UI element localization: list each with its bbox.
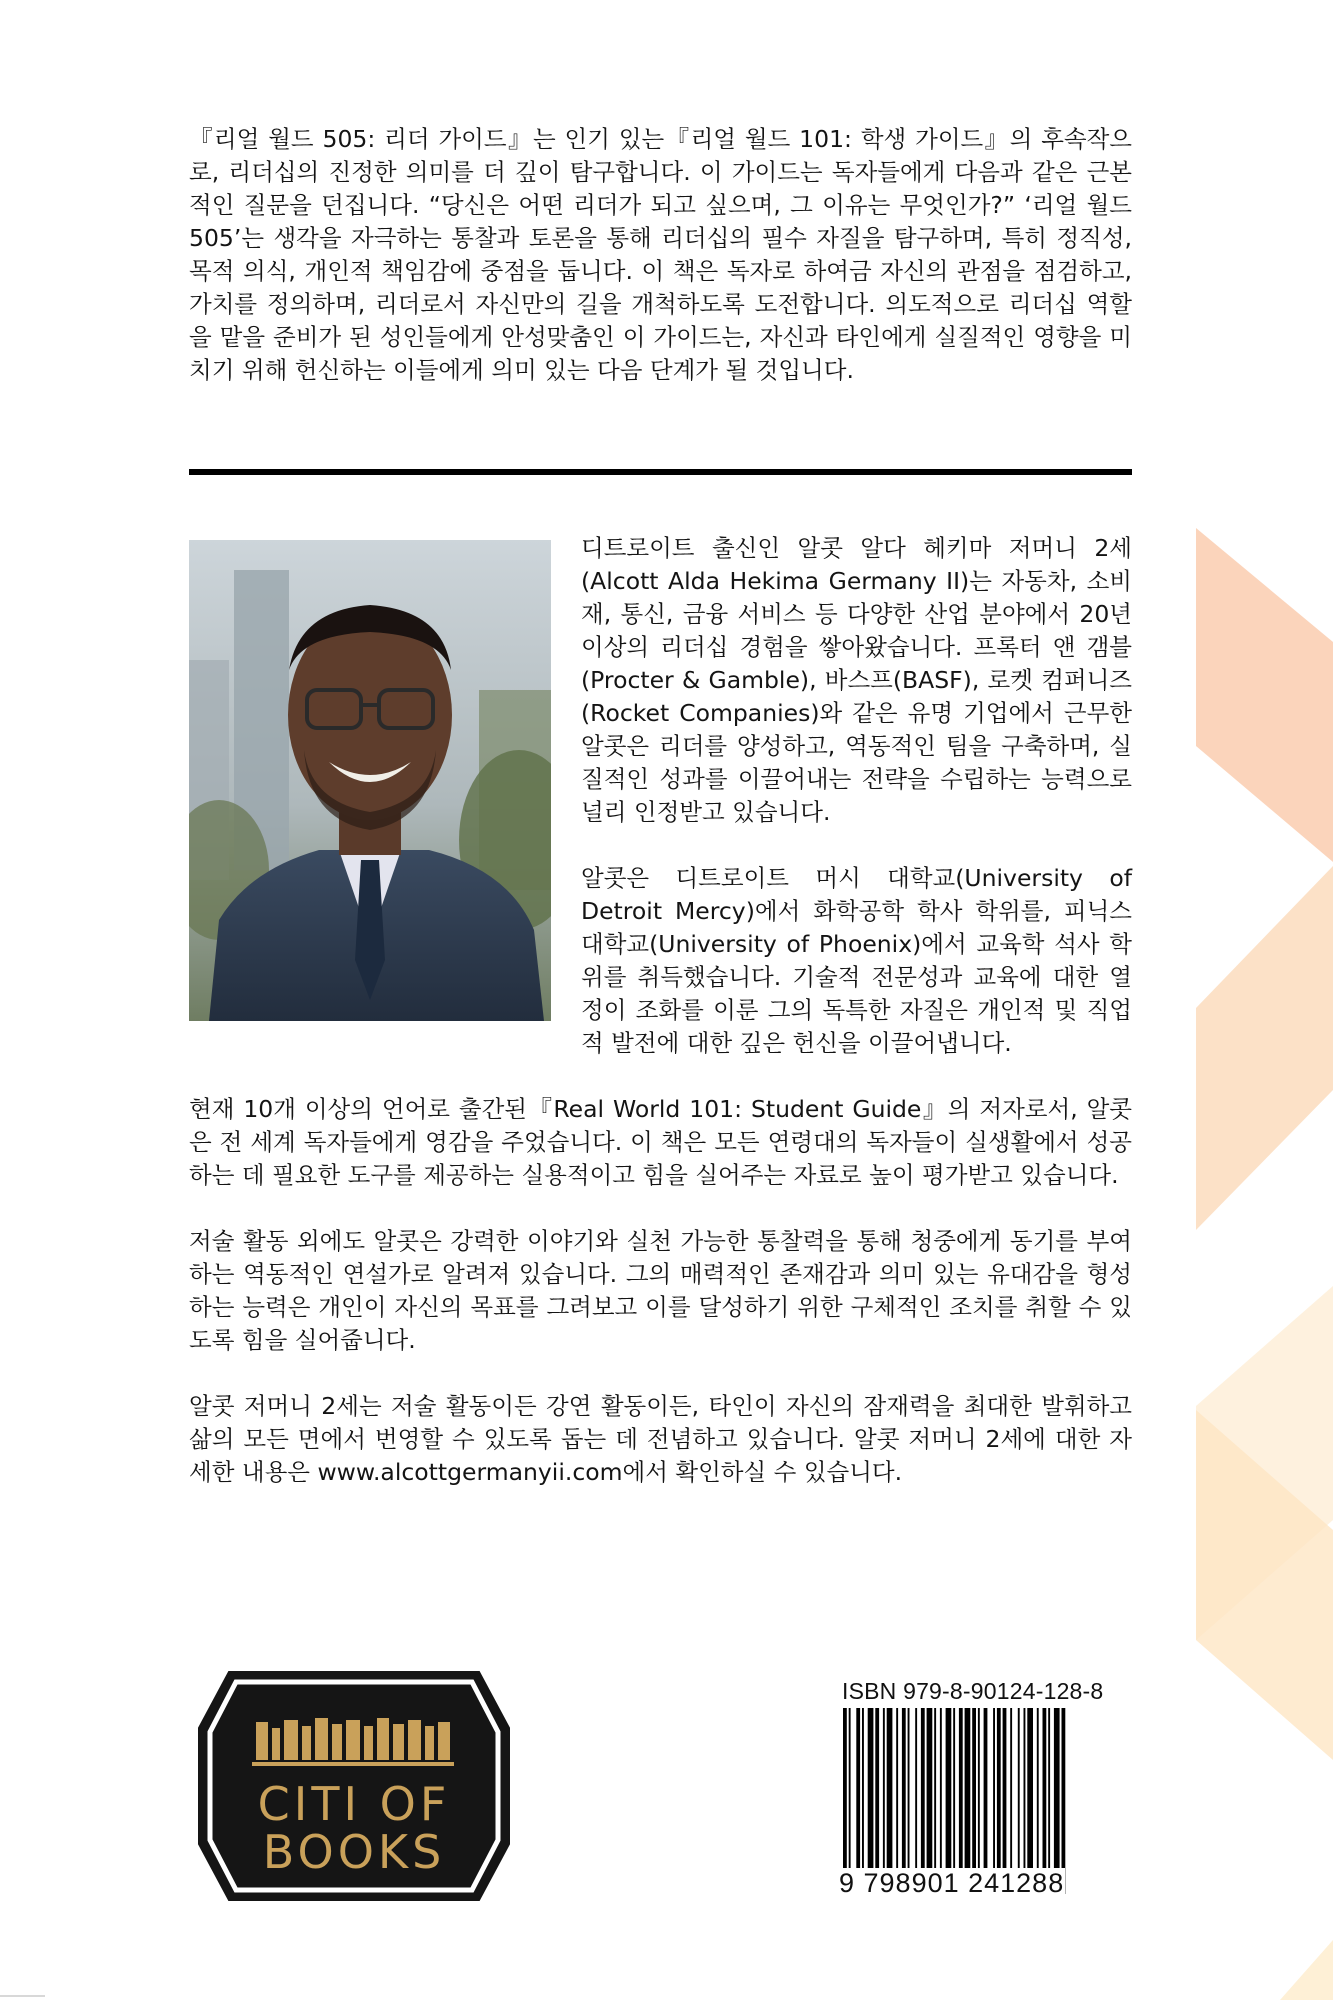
divider-rule xyxy=(189,469,1132,475)
isbn-label: ISBN 979-8-90124-128-8 xyxy=(842,1678,1104,1704)
barcode-bar xyxy=(997,1708,1001,1868)
author-bio xyxy=(189,532,1132,1522)
barcode-bar xyxy=(953,1708,955,1894)
barcode-bar xyxy=(856,1708,860,1868)
bio-paragraph-4: 저술 활동 외에도 알콧은 강력한 이야기와 실천 가능한 통찰력을 통해 청중에게 동기를 부여하는 역동적인 연설가로 알려져 있습니다. 그의 매력적인 존재감과 의미 있는 유대감을 형성하는 능력은 개인이 자신의 목표를 그려보고 이를 달성하기 위한 구체적인 조치를 취할 수 있도록 힘을 실어줍니다. xyxy=(189,1227,1132,1354)
portrait-illustration xyxy=(189,540,551,1021)
bio-paragraph-5: 알콧 저머니 2세는 저술 활동이든 강연 활동이든, 타인이 자신의 잠재력을 최대한 발휘하고 삶의 모든 면에서 번영할 수 있도록 돕는 데 전념하고 있습니다. 알콧 저머니 2세에 대한 자세한 내용은 www.alcottgermanyii.com에서 확인하실 수 있습니다. xyxy=(189,1392,1132,1486)
barcode-bar xyxy=(940,1708,942,1868)
barcode-bar xyxy=(896,1708,898,1868)
logo-text-line2: BOOKS xyxy=(262,1825,446,1879)
barcode-bar xyxy=(1054,1708,1060,1868)
barcode-bar xyxy=(946,1708,952,1868)
book-blurb: 『리얼 월드 505: 리더 가이드』는 인기 있는『리얼 월드 101: 학생 가이드』의 후속작으로, 리더십의 진정한 의미를 더 깊이 탐구합니다. 이 가이드는 독자들에게 다음과 같은 근본적인 질문을 던집니다. “당신은 어떤 리더가 되고 싶으며, 그 이유는 무엇인가?” ‘리얼 월드 505’는 생각을 자극하는 통찰과 토론을 통해 리더십의 필수 자질을 탐구하며, 특히 정직성, 목적 의식, 개인적 책임감에 중점을 둡니다. 이 책은 독자로 하여금 자신의 관점을 점검하고, 가치를 정의하며, 리더로서 자신만의 길을 개척하도록 도전합니다. 의도적으로 리더십 역할을 맡을 준비가 된 성인들에게 안성맞춤인 이 가이드는, 자신과 타인에게 실질적인 영향을 미치기 위해 헌신하는 이들에게 의미 있는 다음 단계가 될 것입니다. xyxy=(189,125,1132,384)
barcode-bar xyxy=(843,1708,847,1894)
barcode-bar xyxy=(993,1708,995,1868)
barcode-bar xyxy=(868,1708,874,1868)
author-photo xyxy=(189,540,551,1021)
barcode-bar xyxy=(1037,1708,1039,1868)
barcode-bar xyxy=(972,1708,976,1868)
barcode-bar xyxy=(1027,1708,1033,1868)
barcode-bar xyxy=(959,1708,963,1894)
logo-text-line1: CITI OF xyxy=(257,1777,451,1831)
barcode-bar xyxy=(1003,1708,1007,1868)
barcode-bar xyxy=(984,1708,988,1868)
barcode-bar xyxy=(915,1708,917,1868)
bio-paragraph-1: 디트로이트 출신인 알콧 알다 헤키마 저머니 2세(Alcott Alda Hekima Germany II)는 자동차, 소비재, 통신, 금융 서비스 등 다양한 산업 분야에서 20년 이상의 리더십 경험을 쌓아왔습니다. 프록터 앤 갬블(Procter & Gamble), 바스프(BASF), 로켓 컴퍼니즈(Rocket Companies)와 같은 유명 기업에서 근무한 알콧은 리더를 양성하고, 역동적인 팀을 구축하며, 실질적인 성과를 이끌어내는 전략을 수립하는 능력으로 널리 인정받고 있습니다. xyxy=(581,534,1132,826)
barcode-bar xyxy=(1062,1708,1066,1894)
barcode-bar xyxy=(927,1708,933,1868)
bio-paragraph-2: 알콧은 디트로이트 머시 대학교(University of Detroit Mercy)에서 화학공학 학사 학위를, 피닉스 대학교(University of Phoenix)에서 교육학 석사 학위를 취득했습니다. 기술적 전문성과 교육에 대한 열정이 조화를 이룬 그의 독특한 자질은 개인적 및 직업적 발전에 대한 깊은 헌신을 이끌어냅니다. xyxy=(581,864,1132,1057)
publisher-logo xyxy=(184,1668,524,1904)
barcode-bar xyxy=(887,1708,893,1868)
barcode-bar xyxy=(965,1708,971,1868)
barcode-bar xyxy=(921,1708,925,1868)
barcode-bar xyxy=(875,1708,879,1868)
barcode-bar xyxy=(908,1708,910,1868)
barcode-bar xyxy=(1048,1708,1050,1868)
barcode-bar xyxy=(849,1708,851,1894)
barcode-bar xyxy=(934,1708,936,1868)
barcode-bar xyxy=(1024,1708,1026,1868)
barcode-bar xyxy=(1018,1708,1020,1868)
barcode-digits xyxy=(838,1868,1108,1902)
barcode-bar xyxy=(1043,1708,1047,1868)
barcode-bar xyxy=(902,1708,906,1868)
bio-paragraph-3: 현재 10개 이상의 언어로 출간된『Real World 101: Student Guide』의 저자로서, 알콧은 전 세계 독자들에게 영감을 주었습니다. 이 책은 모든 연령대의 독자들이 실생활에서 성공하는 데 필요한 도구를 제공하는 실용적이고 힘을 실어주는 자료로 높이 평가받고 있습니다. xyxy=(189,1095,1132,1189)
barcode-bar xyxy=(862,1708,864,1868)
barcode-bar xyxy=(1010,1708,1012,1868)
barcode-bar xyxy=(883,1708,885,1868)
barcode-bar xyxy=(978,1708,980,1868)
barcode-number: 9 798901 241288 xyxy=(839,1868,1065,1898)
